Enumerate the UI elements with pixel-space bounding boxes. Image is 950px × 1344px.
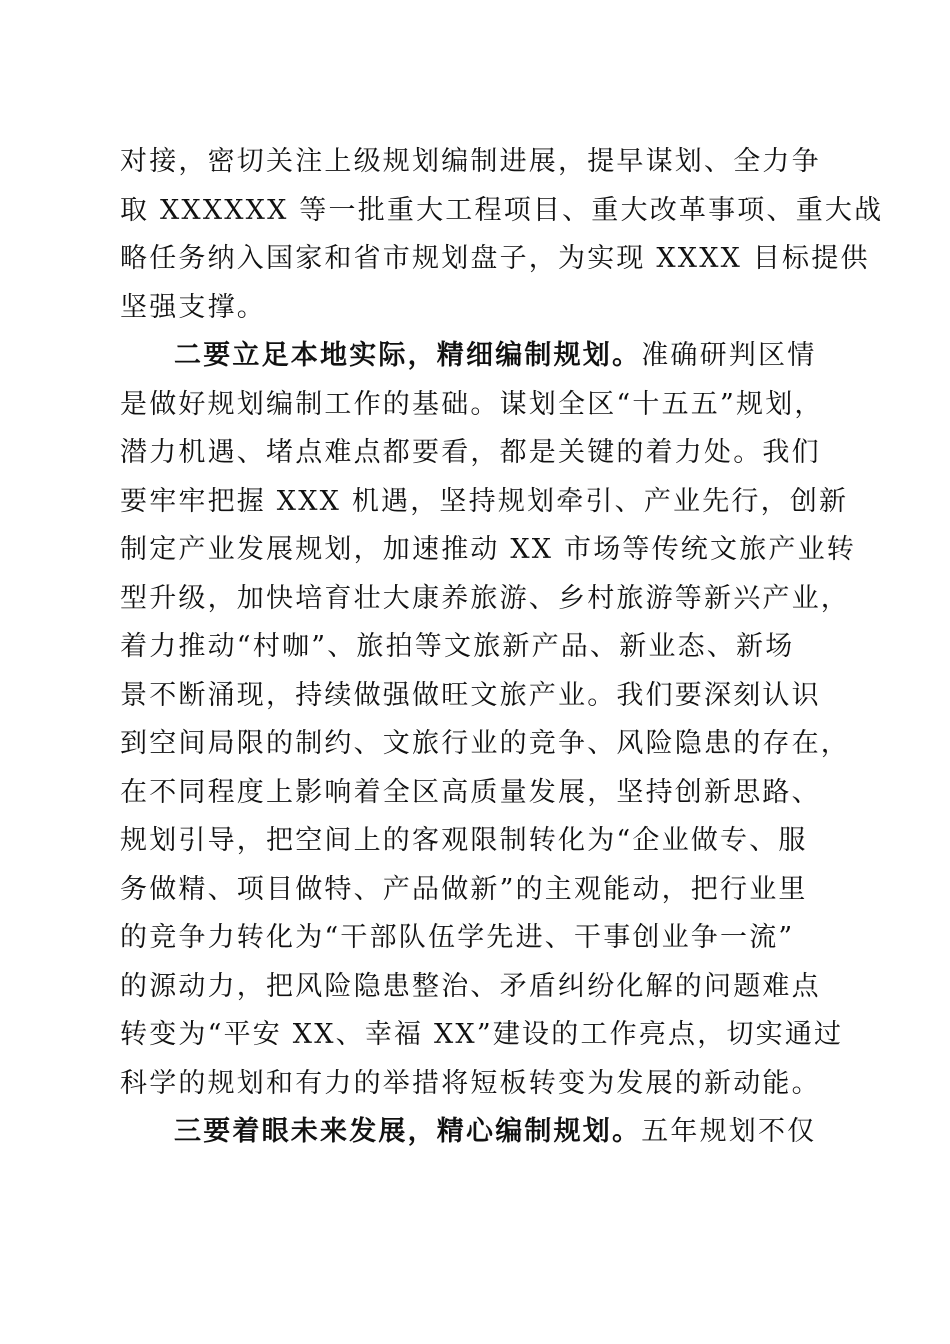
text-line: 取 XXXXXX 等一批重大工程项目、重大改革事项、重大战: [120, 194, 884, 226]
text-line: 科学的规划和有力的举措将短板转变为发展的新动能。: [120, 1067, 821, 1099]
text-line: 的竞争力转化为“干部队伍学先进、干事创业争一流”: [120, 922, 795, 953]
heading-2-continuation: 准确研判区情: [641, 340, 817, 371]
heading-3-continuation: 五年规划不仅: [641, 1116, 817, 1147]
text-line: 到空间局限的制约、文旅行业的竞争、风险隐患的存在，: [120, 728, 850, 759]
text-line: 潜力机遇、堵点难点都要看，都是关键的着力处。我们: [120, 437, 821, 468]
text-line: 型升级，加快培育壮大康养旅游、乡村旅游等新兴产业，: [120, 582, 850, 614]
text-line: 是做好规划编制工作的基础。谋划全区“十五五”规划，: [120, 388, 824, 420]
text-line: 制定产业发展规划，加速推动 XX 市场等传统文旅产业转: [120, 534, 857, 565]
paragraph-2-first-line: [120, 332, 840, 381]
text-line: 着力推动“村咖”、旅拍等文旅新产品、新业态、新场: [120, 631, 795, 662]
paragraph-3-first-line: [120, 1108, 840, 1157]
text-line: 对接，密切关注上级规划编制进展，提早谋划、全力争: [120, 146, 821, 177]
text-line: 的源动力，把风险隐患整治、矛盾纠纷化解的问题难点: [120, 970, 821, 1002]
text-line: 略任务纳入国家和省市规划盘子，为实现 XXXX 目标提供: [120, 243, 870, 274]
heading-3: 三要着眼未来发展，精心编制规划。: [174, 1116, 642, 1147]
text-line: 转变为“平安 XX、幸福 XX”建设的工作亮点，切实通过: [120, 1019, 844, 1050]
text-line: 在不同程度上影响着全区高质量发展，坚持创新思路、: [120, 776, 821, 808]
text-line: 规划引导，把空间上的客观限制转化为“企业做专、服: [120, 825, 808, 856]
heading-2: 二要立足本地实际，精细编制规划。: [174, 340, 642, 371]
text-line: 务做精、项目做特、产品做新”的主观能动，把行业里: [120, 873, 808, 905]
text-line: 要牢牢把握 XXX 机遇，坚持规划牵引、产业先行，创新: [120, 485, 849, 517]
text-line: 坚强支撑。: [120, 291, 266, 323]
document-body: [120, 138, 884, 1157]
text-line: 景不断涌现，持续做强做旺文旅产业。我们要深刻认识: [120, 679, 821, 711]
